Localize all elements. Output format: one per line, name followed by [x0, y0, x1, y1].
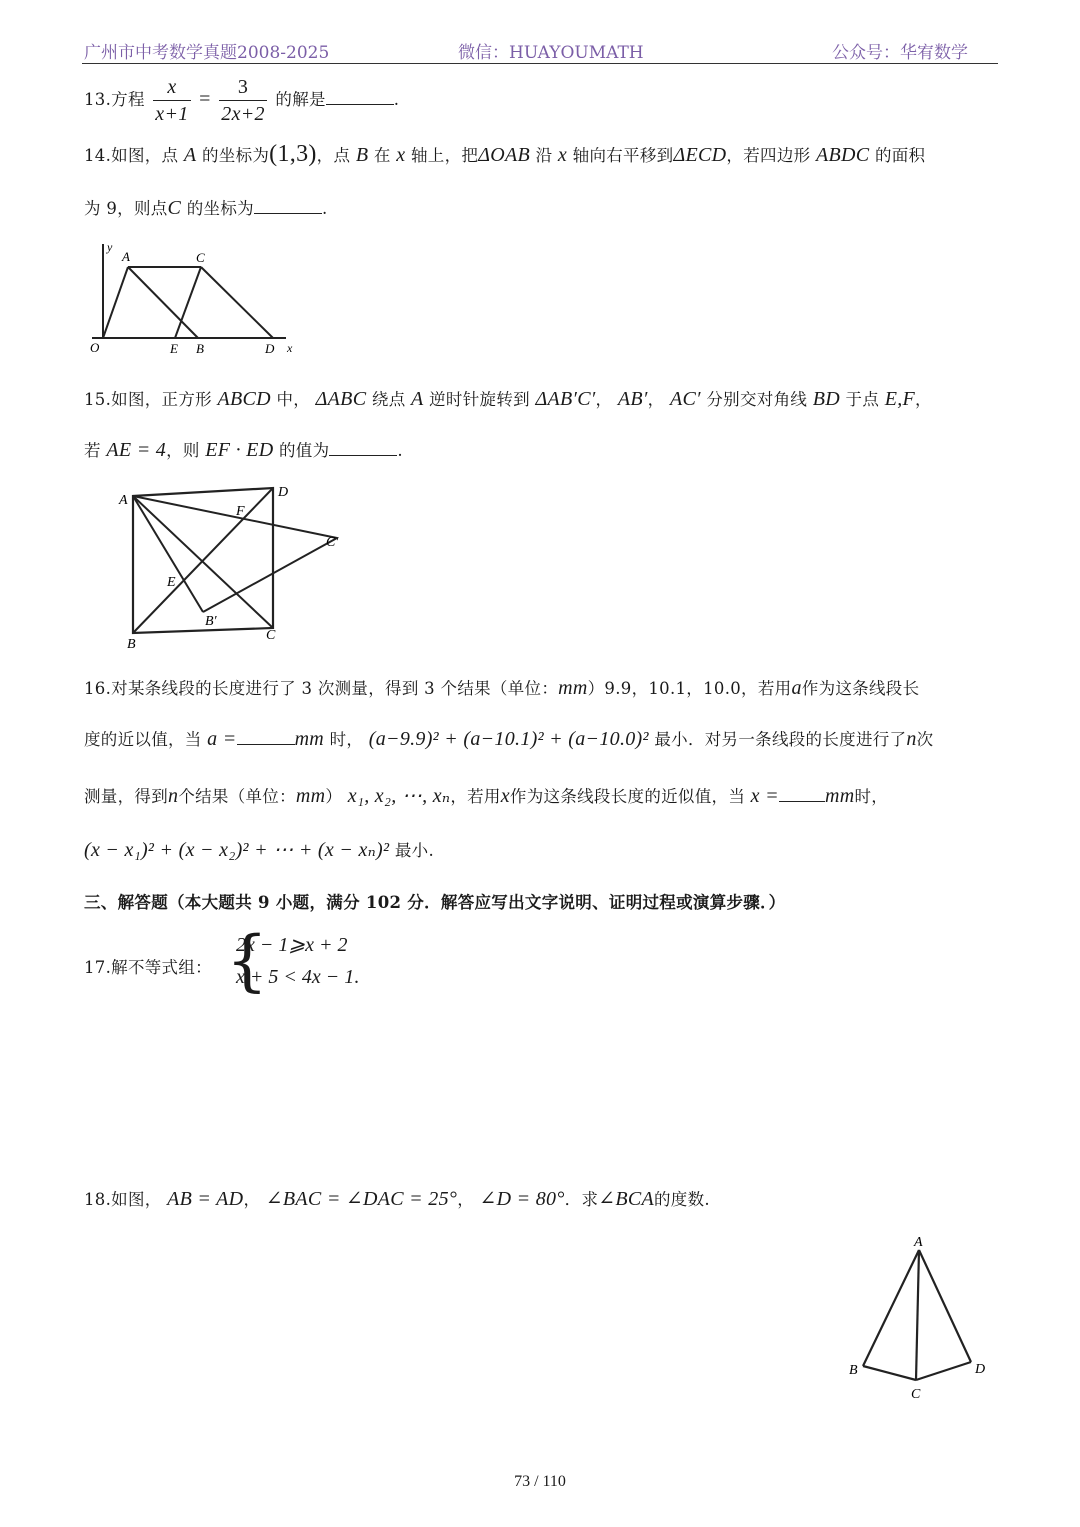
question-15-line-2: 若 AE = 4，则 EF · ED 的值为 . [84, 439, 403, 461]
q16-answer-blank-x [779, 785, 825, 802]
svg-text:B′: B′ [205, 614, 217, 629]
svg-text:D: D [265, 341, 275, 356]
svg-text:A: A [119, 493, 128, 508]
svg-text:E: E [170, 341, 178, 356]
svg-text:C′: C′ [326, 535, 339, 550]
q14-figure [86, 238, 306, 360]
svg-text:D: D [975, 1362, 986, 1377]
q13-fraction-right: $\frac{3}{2x+2}$ [221, 76, 265, 125]
svg-text:A: A [122, 249, 130, 264]
q17-row-2: x + 5 < 4x − 1 [236, 966, 355, 988]
svg-text:C: C [196, 250, 205, 265]
svg-text:D: D [278, 485, 289, 500]
q14-answer-blank [254, 197, 322, 214]
q13-end: . [393, 90, 400, 109]
q18-figure [845, 1230, 995, 1405]
question-16-line-1: 16.对某条线段的长度进行了 3 次测量，得到 3 个结果（单位：mm）9.9，10.1，10.0，若用a作为这条线段长 [84, 677, 920, 699]
q17-end: . [354, 966, 359, 988]
q13-suffix: 的解是 [275, 90, 326, 109]
q17-row-1: 2x − 1⩾x + 2 [236, 934, 348, 956]
question-16-line-3: 测量，得到n个结果（单位：mm） x₁, x₂, ⋯, xₙ，若用x作为这条线段长度的近似值，当 x = mm时， [84, 785, 889, 807]
svg-text:C: C [266, 628, 276, 643]
svg-text:B: B [196, 341, 204, 356]
question-18: 18.如图， AB = AD， ∠BAC = ∠DAC = 25°， ∠D = 80°．求∠BCA的度数. [84, 1188, 710, 1210]
q13-answer-blank [326, 88, 394, 105]
question-13 [84, 74, 399, 127]
question-14-line-1: 14.如图，点 A 的坐标为(1,3)，点 B 在 x 轴上，把ΔOAB 沿 x 轴向右平移到ΔECD，若四边形 ABDC 的面积 [84, 141, 926, 167]
q13-fraction-left: $\frac{x}{x+1}$ [155, 76, 189, 125]
q15-answer-blank [329, 439, 397, 456]
q13-prefix: 13.方程 [84, 90, 145, 109]
q16-answer-blank-a [237, 728, 295, 745]
svg-text:y: y [107, 240, 113, 254]
q17-brace: { [226, 922, 268, 999]
svg-text:B: B [127, 637, 136, 652]
question-17-label: 17.解不等式组： [84, 958, 212, 977]
svg-text:B: B [849, 1363, 858, 1378]
question-16-line-4: (x − x₁)² + (x − x₂)² + ⋯ + (x − xₙ)² 最小. [84, 839, 435, 861]
header-wechat: 微信：HUAYOUMATH [458, 43, 644, 63]
svg-text:F: F [236, 504, 245, 519]
header-divider [82, 63, 998, 64]
page-number: 73 / 110 [514, 1473, 566, 1490]
svg-text:O: O [90, 340, 100, 355]
section-3-heading: 三、解答题（本大题共 9 小题，满分 102 分．解答应写出文字说明、证明过程或演算步骤．） [84, 893, 786, 912]
question-16-line-2: 度的近以值，当 a = mm 时， (a−9.9)² + (a−10.1)² + (a−10.0)² 最小．对另一条线段的长度进行了n次 [84, 728, 934, 750]
svg-text:A: A [914, 1235, 923, 1250]
question-14-line-2: 为 9，则点C 的坐标为 . [84, 197, 328, 219]
header-left-title: 广州市中考数学真题2008-2025 [84, 43, 330, 63]
svg-text:E: E [167, 575, 176, 590]
svg-text:C: C [911, 1387, 921, 1402]
q13-equals: = [199, 88, 211, 110]
header-public-account: 公众号：华宥数学 [832, 43, 968, 63]
svg-text:x: x [287, 341, 293, 355]
q15-figure [115, 478, 360, 653]
question-15-line-1: 15.如图，正方形 ABCD 中， ΔABC 绕点 A 逆时针旋转到 ΔAB′C′， AB′， AC′ 分别交对角线 BD 于点 E,F， [84, 388, 932, 410]
